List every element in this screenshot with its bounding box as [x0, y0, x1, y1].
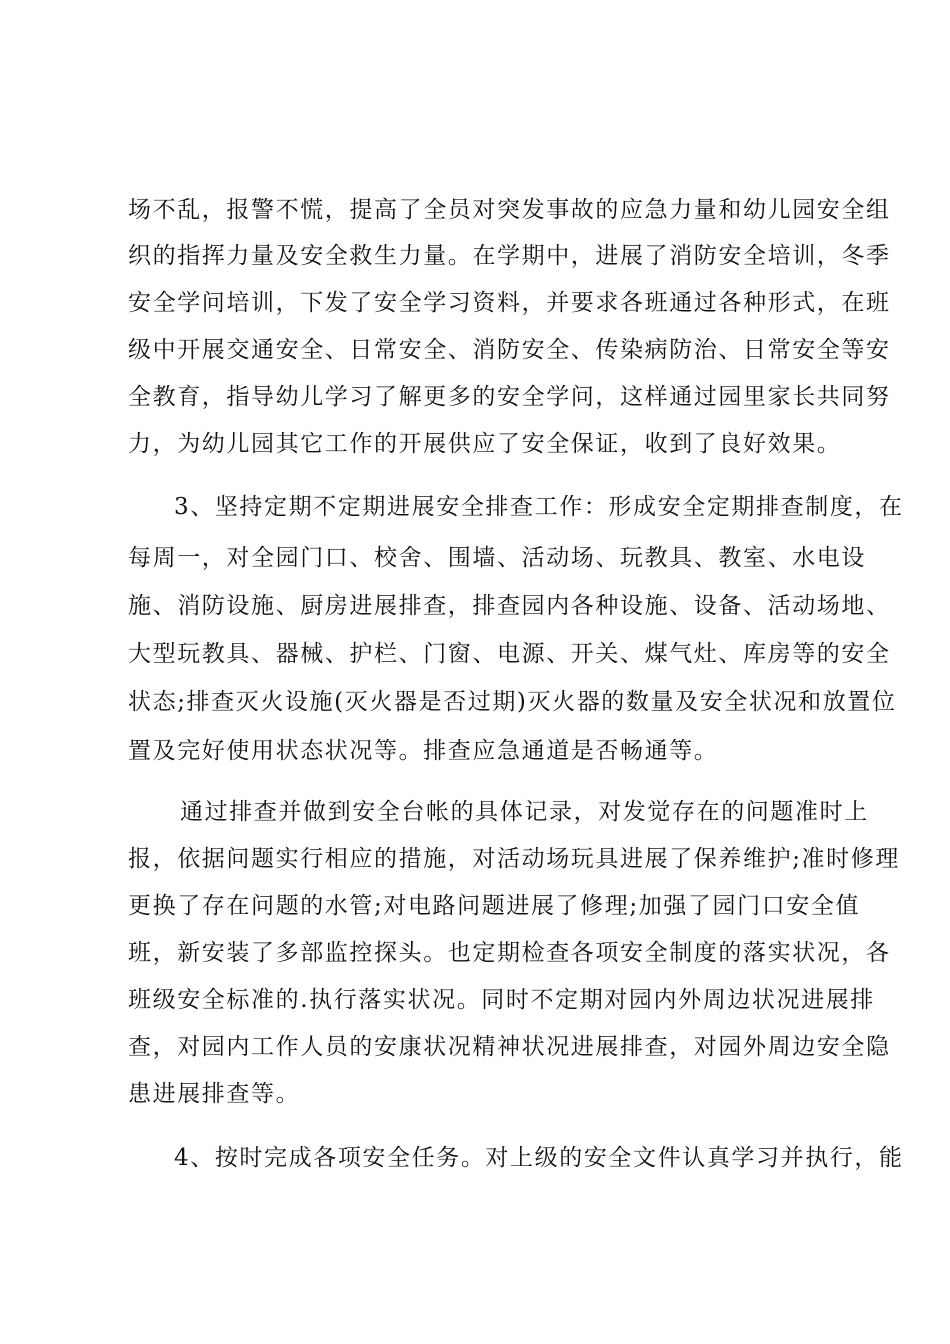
paragraph-1-line-6: 力，为幼儿园其它工作的开展供应了安全保证，收到了良好效果。 — [128, 431, 842, 457]
paragraph-3-line-4: 班，新安装了多部监控探头。也定期检查各项安全制度的落实状况，各 — [128, 940, 891, 966]
document-body — [128, 0, 904, 1344]
paragraph-4-line-1: 4、按时完成各项安全任务。对上级的安全文件认真学习并执行，能 — [174, 1145, 904, 1171]
paragraph-1-line-3: 安全学问培训，下发了安全学习资料，并要求各班通过各种形式，在班 — [128, 290, 891, 316]
paragraph-3-line-2: 报，依据问题实行相应的措施，对活动场玩具进展了保养维护;准时修理 — [128, 846, 900, 872]
paragraph-2-line-5: 状态;排查灭火设施(灭火器是否过期)灭火器的数量及安全状况和放置位 — [128, 689, 897, 715]
paragraph-3-line-6: 查，对园内工作人员的安康状况精神状况进展排查，对园外周边安全隐 — [128, 1034, 891, 1060]
paragraph-3-line-5: 班级安全标准的.执行落实状况。同时不定期对园内外周边状况进展排 — [128, 987, 875, 1013]
paragraph-3-line-1: 通过排查并做到安全台帐的具体记录，对发觉存在的问题准时上 — [180, 799, 869, 825]
paragraph-2-line-3: 施、消防设施、厨房进展排查，排查园内各种设施、设备、活动场地、 — [128, 593, 891, 619]
paragraph-2-line-1: 3、坚持定期不定期进展安全排查工作：形成安全定期排查制度，在 — [174, 494, 904, 520]
paragraph-1-line-5: 全教育，指导幼儿学习了解更多的安全学问，这样通过园里家长共同努 — [128, 384, 891, 410]
paragraph-2-line-2: 每周一，对全园门口、校舍、围墙、活动场、玩教具、教室、水电设 — [128, 545, 866, 571]
paragraph-1-line-1: 场不乱，报警不慌，提高了全员对突发事故的应急力量和幼儿园安全组 — [128, 197, 891, 223]
paragraph-3-line-7: 患进展排查等。 — [128, 1081, 301, 1107]
paragraph-2-line-4: 大型玩教具、器械、护栏、门窗、电源、开关、煤气灶、库房等的安全 — [128, 641, 891, 667]
paragraph-3-line-3: 更换了存在问题的水管;对电路问题进展了修理;加强了园门口安全值 — [128, 893, 861, 919]
paragraph-1-line-2: 织的指挥力量及安全救生力量。在学期中，进展了消防安全培训，冬季 — [128, 243, 891, 269]
paragraph-1-line-4: 级中开展交通安全、日常安全、消防安全、传染病防治、日常安全等安 — [128, 337, 891, 363]
paragraph-2-line-6: 置及完好使用状态状况等。排查应急通道是否畅通等。 — [128, 738, 719, 764]
